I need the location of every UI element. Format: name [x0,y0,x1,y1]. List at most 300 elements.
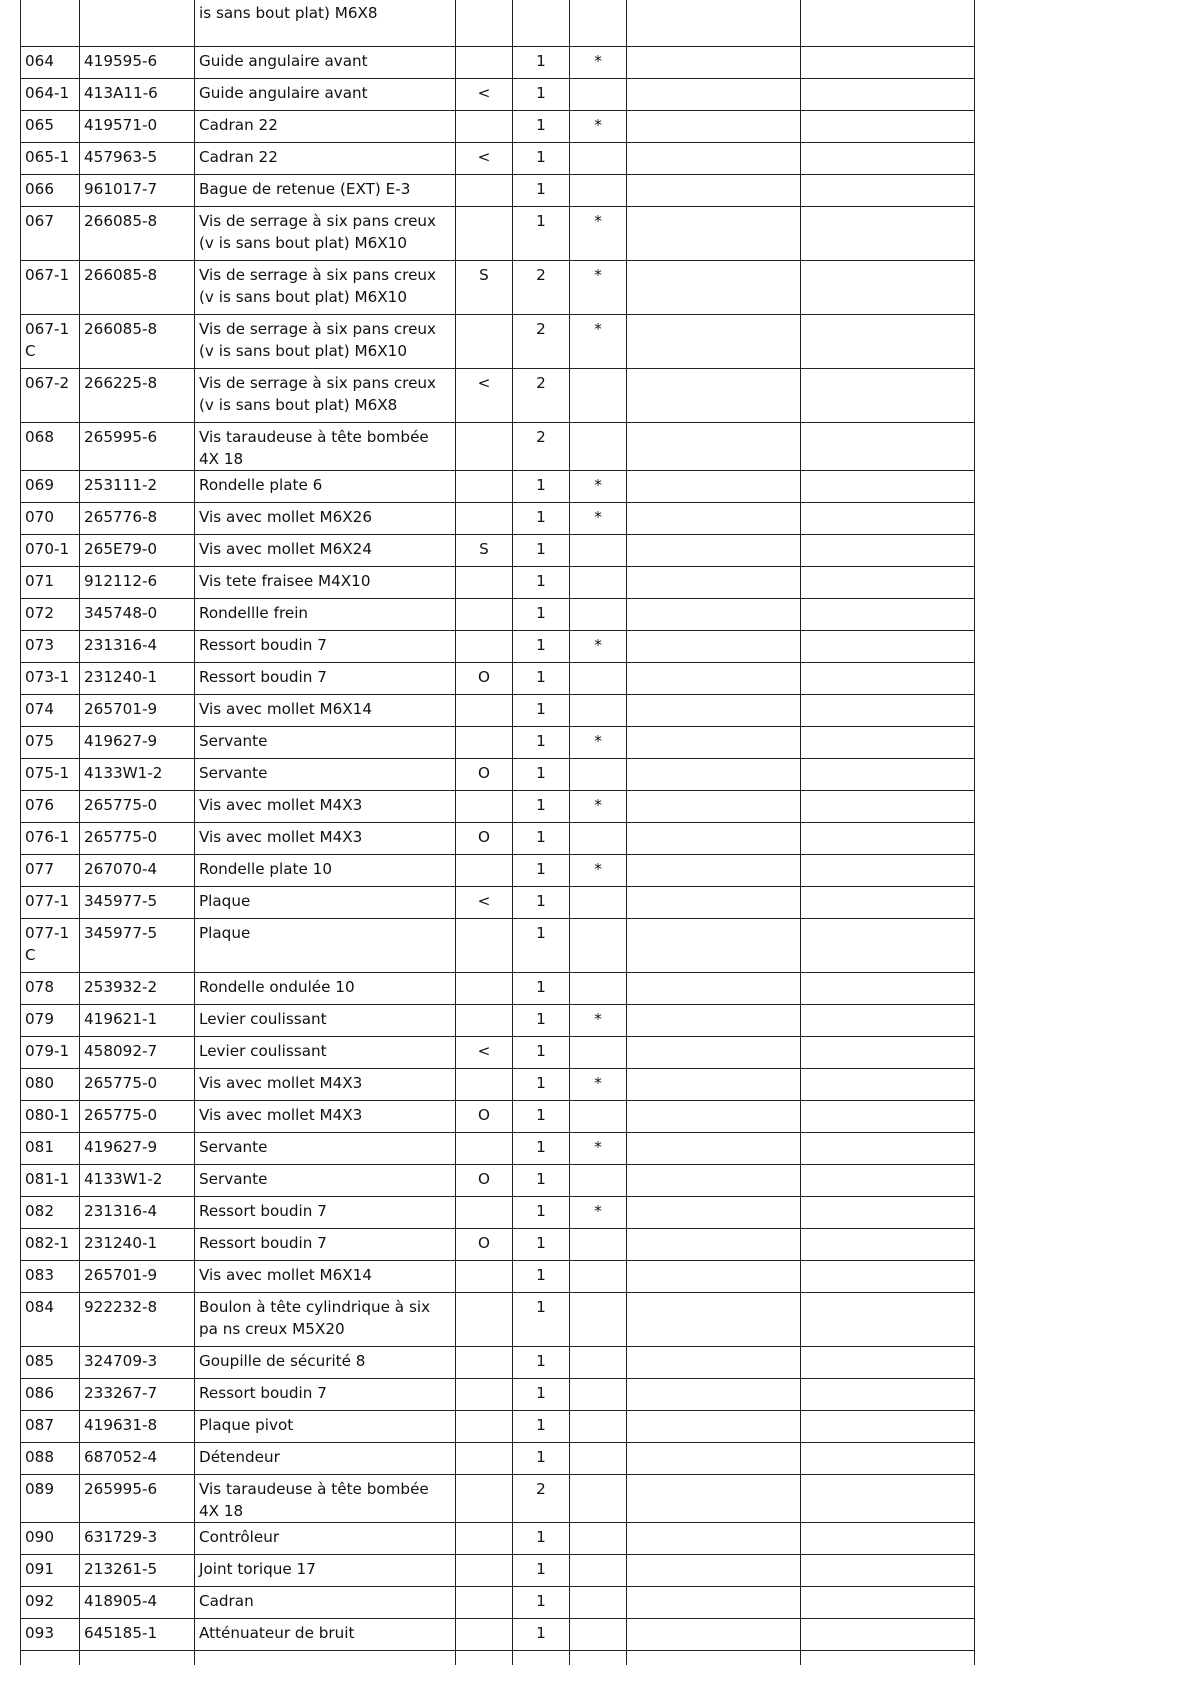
quantity-cell: 1 [513,631,570,663]
description-cell: Rondellle frein [195,599,456,631]
mark-cell [570,1261,627,1293]
mark-cell [570,1443,627,1475]
table-row [21,143,975,175]
quantity-cell: 1 [513,79,570,111]
description-cell: Vis avec mollet M6X14 [195,695,456,727]
description-cell: Vis avec mollet M4X3 [195,791,456,823]
mark-cell [570,1619,627,1651]
description-cell: Vis taraudeuse à tête bombée 4X 18 [195,1475,456,1523]
part-number-cell: 265775-0 [80,1069,195,1101]
empty-column-cell [627,1523,801,1555]
description-cell: Vis avec mollet M4X3 [195,823,456,855]
empty-column-cell [627,759,801,791]
mark-cell [570,79,627,111]
item-number-cell: 090 [21,1523,80,1555]
description-cell: Plaque pivot [195,1411,456,1443]
quantity-cell: 1 [513,1037,570,1069]
description-cell: Ressort boudin 7 [195,1229,456,1261]
mark-cell: * [570,503,627,535]
empty-column-cell-2 [801,1523,975,1555]
quantity-cell: 1 [513,727,570,759]
change-code-cell [456,207,513,261]
empty-column-cell [627,663,801,695]
quantity-cell: 1 [513,1197,570,1229]
table-row [21,1005,975,1037]
description-cell: Ressort boudin 7 [195,1379,456,1411]
quantity-cell: 1 [513,759,570,791]
quantity-cell: 1 [513,503,570,535]
description-cell: Joint torique 17 [195,1555,456,1587]
part-number-cell: 413A11-6 [80,79,195,111]
change-code-cell [456,1619,513,1651]
empty-column-cell [627,143,801,175]
mark-cell [570,599,627,631]
item-number-cell: 067-2 [21,369,80,423]
empty-column-cell-2 [801,663,975,695]
table-row [21,1261,975,1293]
item-number-cell: 077 [21,855,80,887]
quantity-cell: 1 [513,599,570,631]
part-number-cell: 265775-0 [80,1101,195,1133]
change-code-cell [456,175,513,207]
empty-column-cell-2 [801,47,975,79]
table-row [21,919,975,973]
table-row [21,0,975,47]
empty-column-cell [627,1197,801,1229]
change-code-cell [456,855,513,887]
part-number-cell: 265E79-0 [80,535,195,567]
table-row [21,175,975,207]
part-number-cell: 231240-1 [80,1229,195,1261]
quantity-cell [513,0,570,47]
empty-column-cell-2 [801,1165,975,1197]
empty-column-cell-2 [801,261,975,315]
mark-cell: * [570,1197,627,1229]
part-number-cell: 419627-9 [80,727,195,759]
part-number-cell: 912112-6 [80,567,195,599]
quantity-cell: 1 [513,47,570,79]
table-row [21,1037,975,1069]
quantity-cell: 1 [513,111,570,143]
change-code-cell: O [456,663,513,695]
table-row [21,567,975,599]
empty-column-cell [627,1293,801,1347]
change-code-cell: O [456,759,513,791]
description-cell: Cadran 22 [195,111,456,143]
description-cell: Plaque [195,919,456,973]
part-number-cell: 231240-1 [80,663,195,695]
mark-cell [570,1165,627,1197]
table-row [21,599,975,631]
description-cell: Vis taraudeuse à tête bombée 4X 18 [195,423,456,471]
mark-cell [570,1555,627,1587]
table-row [21,695,975,727]
table-row [21,1101,975,1133]
quantity-cell: 2 [513,1475,570,1523]
change-code-cell: O [456,1229,513,1261]
mark-cell [570,1523,627,1555]
description-cell: Vis de serrage à six pans creux (v is sans bout plat) M6X10 [195,261,456,315]
empty-column-cell-2 [801,1411,975,1443]
part-number-cell: 253932-2 [80,973,195,1005]
quantity-cell: 2 [513,315,570,369]
table-row [21,369,975,423]
table-row [21,1293,975,1347]
description-cell: Vis avec mollet M6X26 [195,503,456,535]
part-number-cell: 922232-8 [80,1293,195,1347]
quantity-cell: 1 [513,1005,570,1037]
empty-column-cell-2 [801,695,975,727]
empty-column-cell-2 [801,631,975,663]
description-cell: Vis avec mollet M4X3 [195,1101,456,1133]
description-cell: Vis de serrage à six pans creux (v is sans bout plat) M6X10 [195,315,456,369]
empty-column-cell-2 [801,471,975,503]
item-number-cell: 082 [21,1197,80,1229]
table-row [21,261,975,315]
empty-column-cell [627,1619,801,1651]
change-code-cell [456,1293,513,1347]
item-number-cell: 070 [21,503,80,535]
part-number-cell: 253111-2 [80,471,195,503]
item-number-cell: 065-1 [21,143,80,175]
mark-cell: * [570,207,627,261]
mark-cell [570,973,627,1005]
empty-column-cell-2 [801,79,975,111]
empty-column-cell [627,1069,801,1101]
mark-cell [570,0,627,47]
description-cell: Levier coulissant [195,1005,456,1037]
part-number-cell: 631729-3 [80,1523,195,1555]
parts-list-body [21,0,975,1665]
empty-column-cell [627,1411,801,1443]
quantity-cell: 1 [513,207,570,261]
empty-column-cell [627,261,801,315]
change-code-cell [456,471,513,503]
empty-column-cell-2 [801,727,975,759]
item-number-cell: 082-1 [21,1229,80,1261]
continued-cell [627,1651,801,1665]
quantity-cell: 2 [513,261,570,315]
item-number-cell: 093 [21,1619,80,1651]
item-number-cell: 064 [21,47,80,79]
item-number-cell: 067-1 [21,261,80,315]
empty-column-cell-2 [801,1005,975,1037]
empty-column-cell-2 [801,1037,975,1069]
description-cell: Vis tete fraisee M4X10 [195,567,456,599]
empty-column-cell-2 [801,1587,975,1619]
description-cell: Rondelle plate 6 [195,471,456,503]
item-number-cell: 064-1 [21,79,80,111]
item-number-cell: 065 [21,111,80,143]
table-row [21,47,975,79]
change-code-cell [456,1411,513,1443]
table-row [21,1475,975,1523]
part-number-cell: 265701-9 [80,1261,195,1293]
table-row [21,1619,975,1651]
empty-column-cell-2 [801,315,975,369]
change-code-cell: O [456,1165,513,1197]
mark-cell [570,823,627,855]
quantity-cell: 1 [513,887,570,919]
description-cell: Vis avec mollet M6X24 [195,535,456,567]
empty-column-cell-2 [801,759,975,791]
change-code-cell: < [456,1037,513,1069]
description-cell: Ressort boudin 7 [195,631,456,663]
description-cell: Vis de serrage à six pans creux (v is sans bout plat) M6X8 [195,369,456,423]
item-number-cell: 092 [21,1587,80,1619]
table-row [21,79,975,111]
mark-cell: * [570,261,627,315]
change-code-cell: O [456,1101,513,1133]
table-row [21,973,975,1005]
part-number-cell: 265995-6 [80,423,195,471]
change-code-cell [456,1379,513,1411]
table-row [21,1197,975,1229]
quantity-cell: 1 [513,1347,570,1379]
empty-column-cell-2 [801,207,975,261]
quantity-cell: 1 [513,855,570,887]
item-number-cell: 076-1 [21,823,80,855]
table-row-continued [21,1651,975,1665]
empty-column-cell-2 [801,791,975,823]
change-code-cell [456,1069,513,1101]
item-number-cell: 081-1 [21,1165,80,1197]
empty-column-cell [627,1037,801,1069]
table-row [21,315,975,369]
description-cell: Servante [195,1165,456,1197]
description-cell: Servante [195,759,456,791]
mark-cell [570,1379,627,1411]
part-number-cell: 4133W1-2 [80,1165,195,1197]
table-row [21,759,975,791]
part-number-cell: 266225-8 [80,369,195,423]
change-code-cell [456,919,513,973]
empty-column-cell [627,111,801,143]
table-row [21,1379,975,1411]
empty-column-cell-2 [801,1101,975,1133]
mark-cell [570,1347,627,1379]
item-number-cell: 066 [21,175,80,207]
empty-column-cell-2 [801,1229,975,1261]
table-row [21,1523,975,1555]
quantity-cell: 1 [513,1101,570,1133]
mark-cell [570,1475,627,1523]
table-row [21,471,975,503]
continued-cell [570,1651,627,1665]
change-code-cell [456,315,513,369]
table-row [21,887,975,919]
mark-cell [570,759,627,791]
item-number-cell: 076 [21,791,80,823]
table-row [21,1165,975,1197]
empty-column-cell-2 [801,175,975,207]
empty-column-cell-2 [801,1619,975,1651]
item-number-cell: 073 [21,631,80,663]
empty-column-cell-2 [801,973,975,1005]
description-cell: Guide angulaire avant [195,47,456,79]
quantity-cell: 2 [513,369,570,423]
item-number-cell: 075 [21,727,80,759]
empty-column-cell-2 [801,423,975,471]
mark-cell [570,369,627,423]
change-code-cell [456,1133,513,1165]
change-code-cell: < [456,887,513,919]
change-code-cell [456,1443,513,1475]
part-number-cell: 345748-0 [80,599,195,631]
mark-cell [570,663,627,695]
quantity-cell: 1 [513,1133,570,1165]
change-code-cell: O [456,823,513,855]
empty-column-cell [627,0,801,47]
item-number-cell: 083 [21,1261,80,1293]
empty-column-cell-2 [801,0,975,47]
empty-column-cell-2 [801,1379,975,1411]
empty-column-cell [627,855,801,887]
quantity-cell: 1 [513,567,570,599]
item-number-cell: 077-1 C [21,919,80,973]
description-cell: Vis avec mollet M4X3 [195,1069,456,1101]
description-cell: Détendeur [195,1443,456,1475]
continued-cell [801,1651,975,1665]
empty-column-cell [627,1261,801,1293]
item-number-cell: 067-1 C [21,315,80,369]
quantity-cell: 1 [513,1443,570,1475]
change-code-cell [456,503,513,535]
change-code-cell: S [456,261,513,315]
empty-column-cell-2 [801,855,975,887]
mark-cell: * [570,47,627,79]
empty-column-cell [627,1165,801,1197]
part-number-cell: 213261-5 [80,1555,195,1587]
empty-column-cell-2 [801,143,975,175]
empty-column-cell-2 [801,823,975,855]
part-number-cell: 345977-5 [80,887,195,919]
quantity-cell: 1 [513,1379,570,1411]
change-code-cell: < [456,79,513,111]
mark-cell [570,887,627,919]
change-code-cell: < [456,143,513,175]
change-code-cell [456,695,513,727]
part-number-cell: 265775-0 [80,791,195,823]
part-number-cell: 345977-5 [80,919,195,973]
mark-cell [570,695,627,727]
empty-column-cell-2 [801,1555,975,1587]
item-number-cell [21,0,80,47]
change-code-cell [456,1347,513,1379]
empty-column-cell [627,823,801,855]
mark-cell [570,175,627,207]
mark-cell: * [570,631,627,663]
description-cell: Vis avec mollet M6X14 [195,1261,456,1293]
empty-column-cell [627,535,801,567]
change-code-cell [456,1475,513,1523]
mark-cell [570,423,627,471]
change-code-cell [456,111,513,143]
description-cell: Boulon à tête cylindrique à six pa ns creux M5X20 [195,1293,456,1347]
part-number-cell [80,0,195,47]
part-number-cell: 266085-8 [80,315,195,369]
part-number-cell: 419631-8 [80,1411,195,1443]
part-number-cell: 266085-8 [80,207,195,261]
empty-column-cell [627,369,801,423]
part-number-cell: 419571-0 [80,111,195,143]
mark-cell [570,1587,627,1619]
table-row [21,207,975,261]
item-number-cell: 077-1 [21,887,80,919]
item-number-cell: 075-1 [21,759,80,791]
mark-cell: * [570,727,627,759]
item-number-cell: 091 [21,1555,80,1587]
item-number-cell: 069 [21,471,80,503]
quantity-cell: 1 [513,1555,570,1587]
empty-column-cell [627,175,801,207]
table-row [21,1411,975,1443]
part-number-cell: 687052-4 [80,1443,195,1475]
quantity-cell: 1 [513,143,570,175]
description-cell: is sans bout plat) M6X8 [195,0,456,47]
description-cell: Servante [195,727,456,759]
part-number-cell: 265995-6 [80,1475,195,1523]
table-row [21,1229,975,1261]
change-code-cell [456,1523,513,1555]
change-code-cell [456,727,513,759]
description-cell: Ressort boudin 7 [195,663,456,695]
mark-cell [570,1101,627,1133]
table-row [21,423,975,471]
empty-column-cell [627,727,801,759]
item-number-cell: 081 [21,1133,80,1165]
item-number-cell: 067 [21,207,80,261]
quantity-cell: 1 [513,535,570,567]
empty-column-cell-2 [801,503,975,535]
table-row [21,791,975,823]
description-cell: Ressort boudin 7 [195,1197,456,1229]
empty-column-cell [627,695,801,727]
quantity-cell: 1 [513,1165,570,1197]
parts-list-table [20,0,975,1665]
item-number-cell: 079-1 [21,1037,80,1069]
quantity-cell: 1 [513,175,570,207]
mark-cell: * [570,471,627,503]
part-number-cell: 4133W1-2 [80,759,195,791]
empty-column-cell [627,887,801,919]
mark-cell [570,1411,627,1443]
empty-column-cell-2 [801,1443,975,1475]
continued-cell [195,1651,456,1665]
quantity-cell: 1 [513,1293,570,1347]
description-cell: Goupille de sécurité 8 [195,1347,456,1379]
empty-column-cell [627,599,801,631]
empty-column-cell-2 [801,599,975,631]
description-cell: Plaque [195,887,456,919]
part-number-cell: 265701-9 [80,695,195,727]
empty-column-cell-2 [801,567,975,599]
description-cell: Bague de retenue (EXT) E-3 [195,175,456,207]
part-number-cell: 233267-7 [80,1379,195,1411]
item-number-cell: 072 [21,599,80,631]
description-cell: Rondelle plate 10 [195,855,456,887]
quantity-cell: 1 [513,1229,570,1261]
change-code-cell [456,631,513,663]
table-row [21,535,975,567]
item-number-cell: 071 [21,567,80,599]
description-cell: Contrôleur [195,1523,456,1555]
continued-cell [80,1651,195,1665]
table-row [21,727,975,759]
change-code-cell [456,599,513,631]
empty-column-cell [627,471,801,503]
empty-column-cell [627,631,801,663]
